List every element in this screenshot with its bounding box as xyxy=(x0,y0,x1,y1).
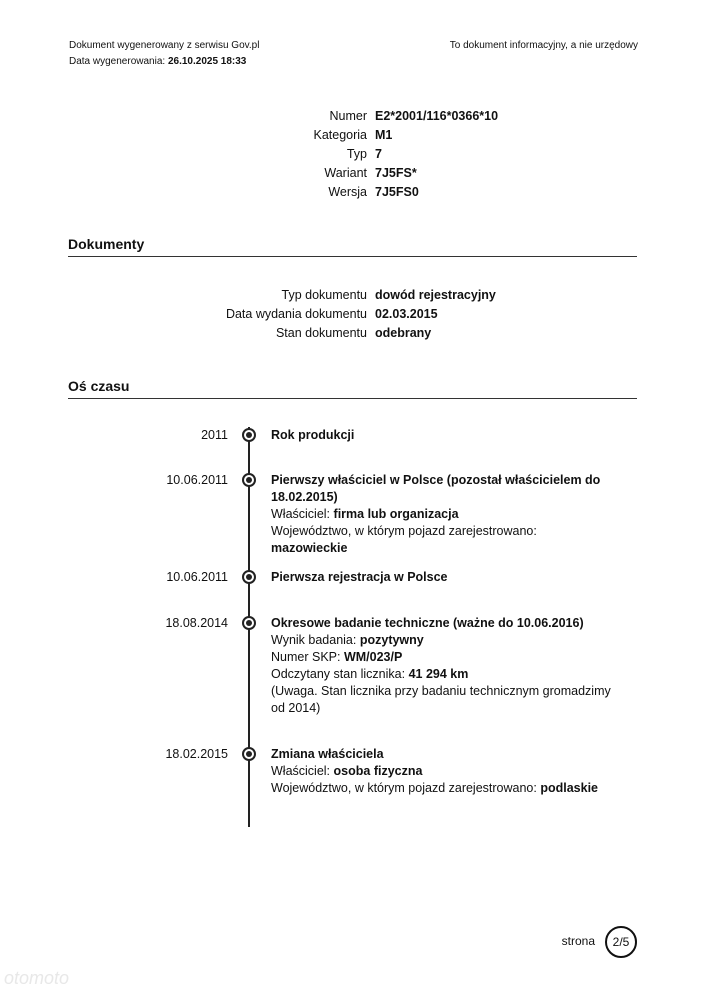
informational-note: To dokument informacyjny, a nie urzędowy xyxy=(449,40,638,51)
generated-date-label: Data wygenerowania: xyxy=(69,56,166,67)
odometer-label: Odczytany stan licznika: xyxy=(271,667,406,681)
event-title: Pierwszy właściciel w Polsce (pozostał właścicielem do 18.02.2015) xyxy=(271,473,601,504)
event-body xyxy=(271,569,611,586)
timeline-dot-icon xyxy=(242,428,256,442)
event-body xyxy=(271,615,611,717)
vehicle-value: 7 xyxy=(375,147,382,161)
vehicle-row xyxy=(0,107,499,126)
event-date: 2011 xyxy=(201,428,228,442)
odometer-reading xyxy=(271,666,611,683)
timeline-dot-icon xyxy=(242,616,256,630)
timeline-dot-icon xyxy=(242,747,256,761)
event-title: Rok produkcji xyxy=(271,428,355,442)
event-owner xyxy=(271,506,611,523)
document-value: 02.03.2015 xyxy=(375,307,438,321)
odometer-note: (Uwaga. Stan licznika przy badaniu technicznym gromadzimy od 2014) xyxy=(271,684,611,715)
event-title: Zmiana właściciela xyxy=(271,747,384,761)
event-date: 10.06.2011 xyxy=(166,473,228,487)
result-value: pozytywny xyxy=(359,633,424,647)
document-key: Data wydania dokumentu xyxy=(225,307,367,321)
document-row xyxy=(0,324,432,343)
generated-date-value: 26.10.2025 18:33 xyxy=(167,56,247,67)
skp-value: WM/023/P xyxy=(343,650,403,664)
odometer-value: 41 294 km xyxy=(408,667,469,681)
page-label: strona xyxy=(561,934,595,948)
result-label: Wynik badania: xyxy=(271,633,357,647)
owner-value: firma lub organizacja xyxy=(333,507,459,521)
vehicle-row xyxy=(0,145,382,164)
document-value: odebrany xyxy=(375,326,432,340)
event-body xyxy=(271,472,611,557)
event-title: Okresowe badanie techniczne (ważne do 10.06.2016) xyxy=(271,616,584,630)
vehicle-key: Wariant xyxy=(324,166,367,180)
event-body xyxy=(271,746,611,797)
owner-label: Właściciel: xyxy=(271,764,331,778)
vehicle-key: Wersja xyxy=(328,185,367,199)
document-row xyxy=(0,286,496,305)
vehicle-row xyxy=(0,164,417,183)
event-owner xyxy=(271,763,611,780)
document-row xyxy=(0,305,438,324)
inspection-result xyxy=(271,632,611,649)
vehicle-value: E2*2001/116*0366*10 xyxy=(375,109,499,123)
timeline-dot-icon xyxy=(242,570,256,584)
vehicle-value: M1 xyxy=(375,128,393,142)
region-value: mazowieckie xyxy=(271,541,348,555)
vehicle-value: 7J5FS0 xyxy=(375,185,419,199)
event-region xyxy=(271,523,611,557)
event-title: Pierwsza rejestracja w Polsce xyxy=(271,570,448,584)
vehicle-row xyxy=(0,183,419,202)
inspection-station xyxy=(271,649,611,666)
event-region xyxy=(271,780,611,797)
documents-section-title: Dokumenty xyxy=(68,236,637,257)
event-date: 18.02.2015 xyxy=(165,747,228,761)
generated-date xyxy=(69,56,246,67)
vehicle-value: 7J5FS* xyxy=(375,166,417,180)
timeline-section-title: Oś czasu xyxy=(68,378,637,399)
event-date: 10.06.2011 xyxy=(166,570,228,584)
region-label: Województwo, w którym pojazd zarejestrowano: xyxy=(271,524,537,538)
document-value: dowód rejestracyjny xyxy=(375,288,496,302)
vehicle-key: Kategoria xyxy=(313,128,367,142)
vehicle-row xyxy=(0,126,393,145)
watermark: otomoto xyxy=(4,968,70,988)
region-label: Województwo, w którym pojazd zarejestrowano: xyxy=(271,781,537,795)
document-key: Typ dokumentu xyxy=(281,288,367,302)
skp-label: Numer SKP: xyxy=(271,650,341,664)
vehicle-key: Typ xyxy=(346,147,367,161)
region-value: podlaskie xyxy=(540,781,599,795)
vehicle-info xyxy=(0,107,499,202)
timeline-dot-icon xyxy=(242,473,256,487)
generated-source-note: Dokument wygenerowany z serwisu Gov.pl xyxy=(69,40,260,51)
event-body xyxy=(271,427,611,444)
documents-info xyxy=(0,286,496,343)
document-key: Stan dokumentu xyxy=(275,326,367,340)
vehicle-key: Numer xyxy=(329,109,367,123)
page-number-badge: 2/5 xyxy=(605,926,637,958)
event-date: 18.08.2014 xyxy=(165,616,228,630)
owner-label: Właściciel: xyxy=(271,507,331,521)
owner-value: osoba fizyczna xyxy=(333,764,423,778)
